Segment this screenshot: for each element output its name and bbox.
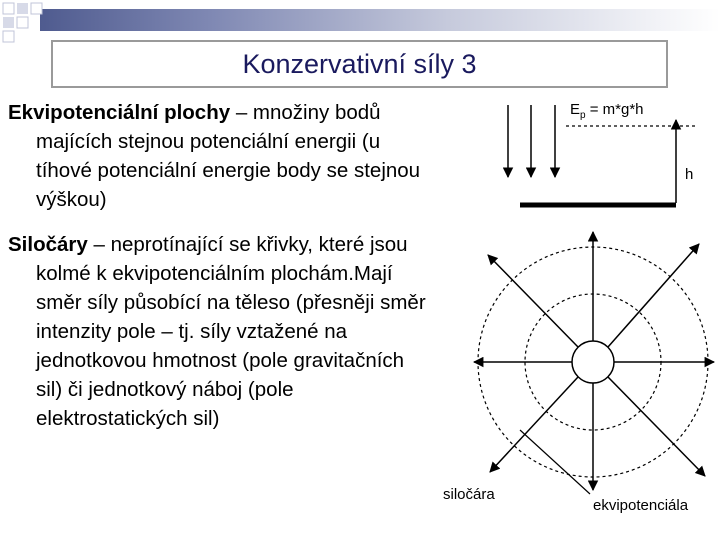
- para2-line: směr síly působící na těleso (přesněji směr: [36, 291, 426, 314]
- para2-line: elektrostatických sil): [36, 407, 220, 430]
- height-label: h: [685, 166, 694, 183]
- page-title: Konzervativní síly 3: [242, 48, 477, 79]
- field-line-down-left: [490, 377, 578, 472]
- term-silocary: Siločáry: [8, 233, 88, 256]
- para1-line: majících stejnou potenciální energii (u: [36, 130, 381, 153]
- para1-line-1: – množiny bodů: [230, 101, 381, 124]
- ekvipotenciala-label: ekvipotenciála: [593, 497, 689, 514]
- formula-rest: = m*g*h: [585, 101, 644, 118]
- central-body: [572, 341, 614, 383]
- para1-line: výškou): [36, 188, 107, 211]
- formula-sub-p: p: [580, 110, 586, 121]
- field-line-up-left: [488, 255, 578, 347]
- para2-line: jednotkovou hmotnost (pole gravitačních: [36, 349, 405, 372]
- para2-line: intenzity pole – tj. síly vztažené na: [36, 320, 348, 343]
- field-line-up-right: [608, 244, 699, 347]
- para1-line: tíhové potenciální energie body se stejnou: [36, 159, 421, 182]
- gravity-field-lines: [508, 105, 555, 177]
- para2-line: kolmé k ekvipotenciálním plochám.Mají: [36, 262, 393, 285]
- radial-field: [474, 232, 714, 494]
- formula-e: E: [570, 101, 581, 118]
- silocara-label: siločára: [443, 486, 495, 503]
- para2-line: sil) či jednotkový náboj (pole: [36, 378, 294, 401]
- ekvipotenciala-pointer: [520, 430, 590, 494]
- para2-line-1: – neprotínající se křivky, které jsou: [87, 233, 408, 256]
- term-ekvipotencialni-plochy: Ekvipotenciální plochy: [8, 101, 231, 124]
- potential-energy-formula: [570, 101, 644, 121]
- field-line-down-right: [608, 377, 705, 476]
